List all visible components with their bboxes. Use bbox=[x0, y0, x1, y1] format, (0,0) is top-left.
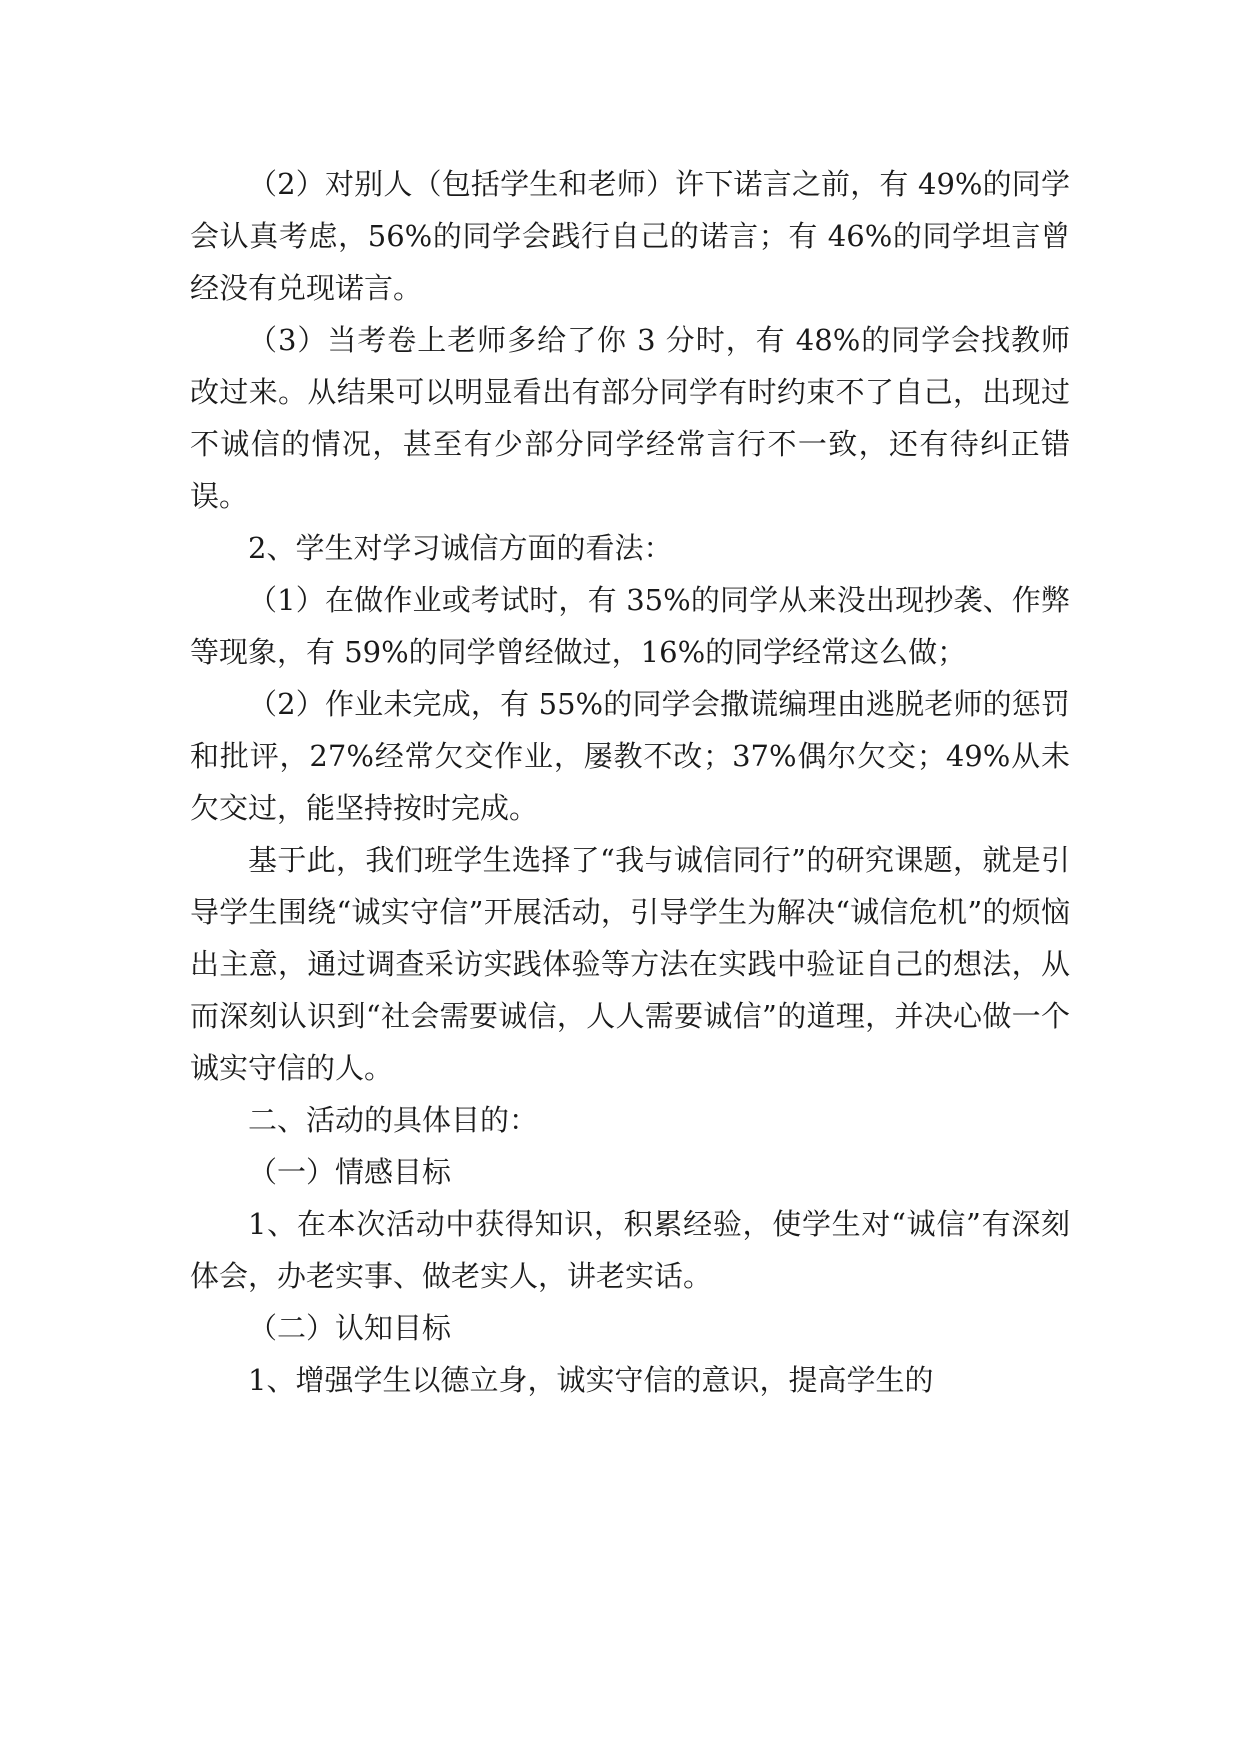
paragraph-unfinished-homework-survey: （2）作业未完成，有 55%的同学会撒谎编理由逃脱老师的惩罚和批评，27%经常欠交作业，屡教不改；37%偶尔欠交；49%从未欠交过，能坚持按时完成。 bbox=[190, 687, 1070, 825]
subheading-emotional-goal: （一）情感目标 bbox=[248, 1155, 452, 1189]
paragraph-promise-survey: （2）对别人（包括学生和老师）许下诺言之前，有 49%的同学会认真考虑，56%的同学会践行自己的诺言；有 46%的同学坦言曾经没有兑现诺言。 bbox=[190, 167, 1070, 305]
paragraph-research-topic: 基于此，我们班学生选择了“我与诚信同行”的研究课题，就是引导学生围绕“诚实守信”开展活动，引导学生为解决“诚信危机”的烦恼出主意，通过调查采访实践体验等方法在实践中验证自己的想法，从而深刻认识到“社会需要诚信，人人需要诚信”的道理，并决心做一个诚实守信的人。 bbox=[190, 843, 1070, 1085]
paragraph-cognitive-goal-1: 1、增强学生以德立身，诚实守信的意识，提高学生的 bbox=[248, 1363, 934, 1397]
paragraph-emotional-goal-1: 1、在本次活动中获得知识，积累经验，使学生对“诚信”有深刻体会，办老实事、做老实人，讲老实话。 bbox=[190, 1207, 1070, 1293]
section-heading-activity-goals: 二、活动的具体目的： bbox=[248, 1103, 539, 1137]
section-heading-study-honesty: 2、学生对学习诚信方面的看法： bbox=[248, 531, 673, 565]
subheading-cognitive-goal: （二）认知目标 bbox=[248, 1311, 452, 1345]
paragraph-exam-score-survey: （3）当考卷上老师多给了你 3 分时，有 48%的同学会找教师改过来。从结果可以明显看出有部分同学有时约束不了自己，出现过不诚信的情况，甚至有少部分同学经常言行不一致，还有待纠正错误。 bbox=[190, 323, 1070, 513]
paragraph-homework-exam-survey: （1）在做作业或考试时，有 35%的同学从来没出现抄袭、作弊等现象，有 59%的同学曾经做过，16%的同学经常这么做； bbox=[190, 583, 1070, 669]
document-body bbox=[190, 158, 1070, 1406]
